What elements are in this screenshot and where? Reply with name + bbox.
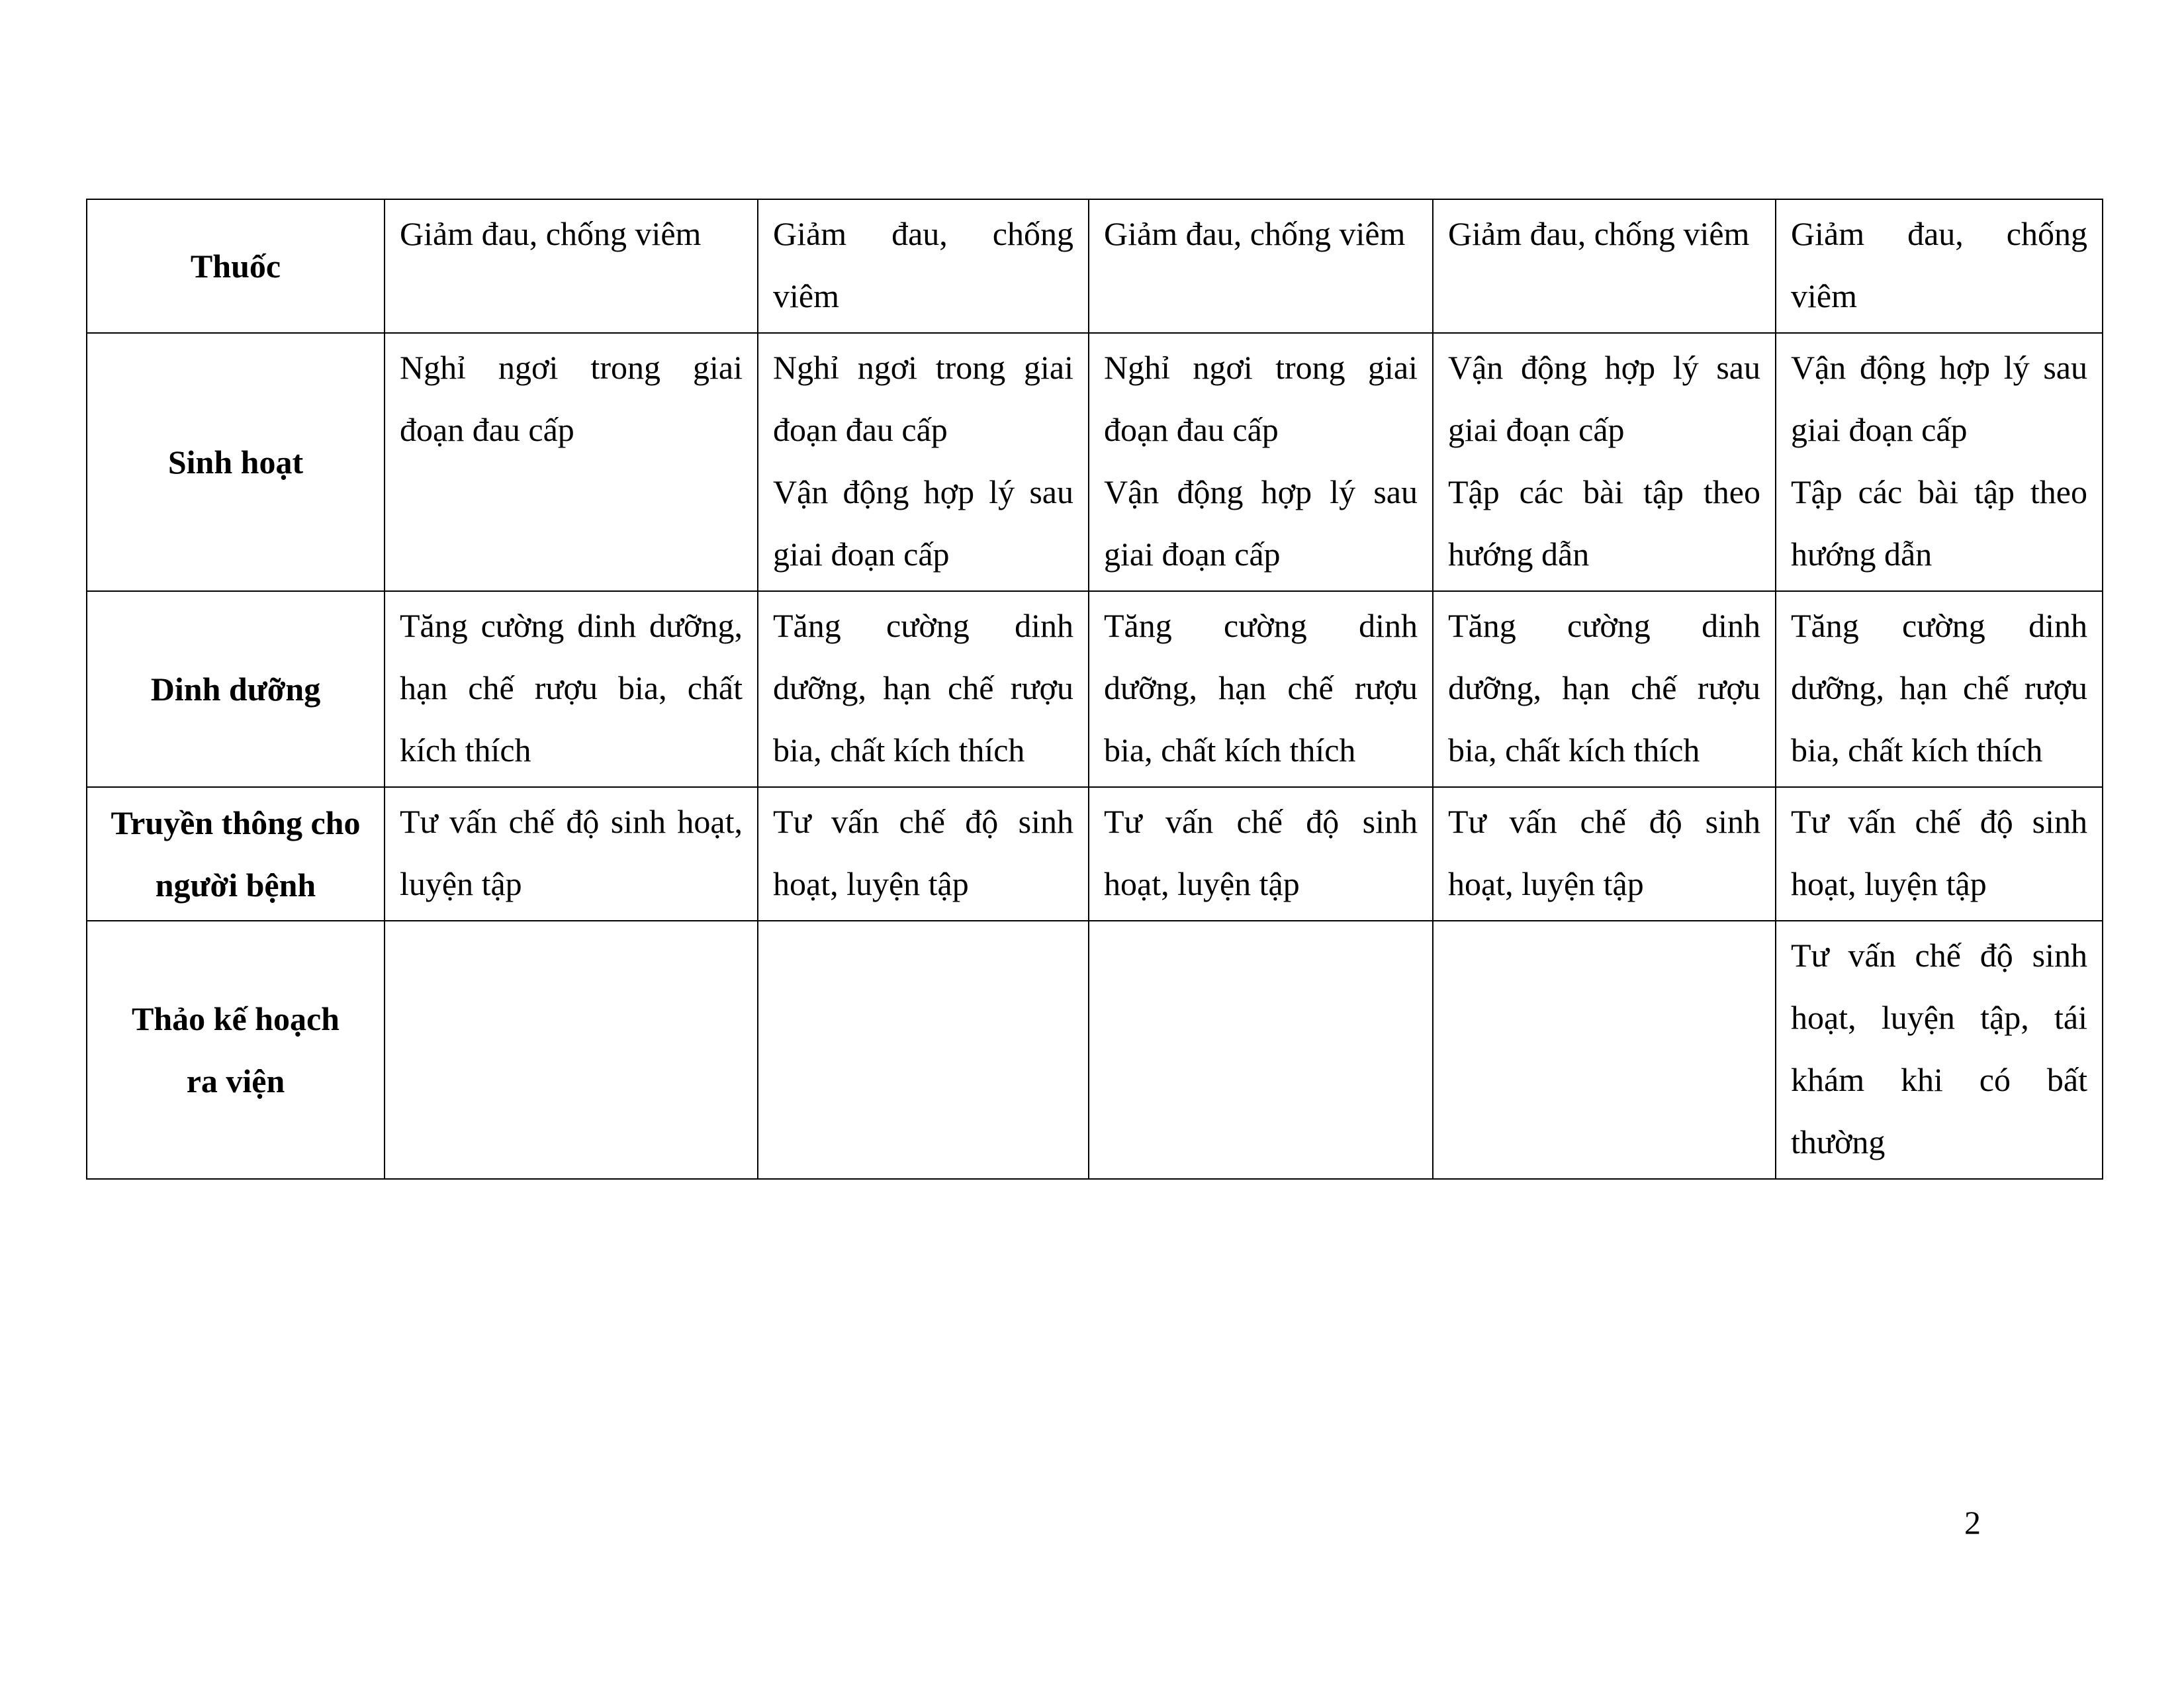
row-header: Dinh dưỡng <box>87 591 385 787</box>
cell-text: Tăng cường dinh dưỡng, hạn chế rượu bia, chất kích thích <box>400 607 743 769</box>
table-cell-empty <box>1089 921 1433 1179</box>
table-cell <box>1776 591 2103 787</box>
table-cell <box>1776 199 2103 333</box>
table-cell <box>1089 591 1433 787</box>
table-row-sinh-hoat <box>87 333 2103 591</box>
table-cell <box>758 333 1089 591</box>
cell-text: Nghỉ ngơi trong giai đoạn đau cấp <box>773 349 1073 448</box>
table-cell <box>1776 787 2103 921</box>
table-cell <box>1433 591 1776 787</box>
cell-text: Tập các bài tập theo hướng dẫn <box>1791 473 2087 573</box>
table-cell <box>1776 333 2103 591</box>
cell-text: Nghỉ ngơi trong giai đoạn đau cấp <box>400 349 743 448</box>
table-cell <box>1433 333 1776 591</box>
row-header: Sinh hoạt <box>87 333 385 591</box>
cell-text: Tăng cường dinh dưỡng, hạn chế rượu bia, chất kích thích <box>1104 607 1418 769</box>
table-row-truyen-thong <box>87 787 2103 921</box>
cell-text: Giảm đau, chống viêm <box>1791 215 2087 314</box>
cell-text: Tư vấn chế độ sinh hoạt, luyện tập, tái khám khi có bất thường <box>1791 937 2087 1160</box>
care-plan-table <box>86 199 2103 1180</box>
cell-text: Tư vấn chế độ sinh hoạt, luyện tập <box>1791 803 2087 902</box>
table-cell <box>758 787 1089 921</box>
table-cell <box>1089 333 1433 591</box>
cell-text: Vận động hợp lý sau giai đoạn cấp <box>1104 473 1418 573</box>
table-cell <box>1433 199 1776 333</box>
cell-text: Tư vấn chế độ sinh hoạt, luyện tập <box>1104 803 1418 902</box>
table-cell-empty <box>385 921 758 1179</box>
table-row-ke-hoach-ra-vien <box>87 921 2103 1179</box>
cell-text: Tư vấn chế độ sinh hoạt, luyện tập <box>400 803 743 902</box>
table-cell <box>385 199 758 333</box>
cell-text: Vận động hợp lý sau giai đoạn cấp <box>773 473 1073 573</box>
table-cell <box>385 787 758 921</box>
cell-text: Vận động hợp lý sau giai đoạn cấp <box>1448 349 1760 448</box>
cell-text: Giảm đau, chống viêm <box>773 215 1073 314</box>
table-cell <box>758 591 1089 787</box>
cell-text: Giảm đau, chống viêm <box>400 215 702 252</box>
table-cell <box>1089 199 1433 333</box>
row-header: Thuốc <box>87 199 385 333</box>
table-cell <box>1776 921 2103 1179</box>
cell-text: Tăng cường dinh dưỡng, hạn chế rượu bia, chất kích thích <box>773 607 1073 769</box>
table-cell <box>385 591 758 787</box>
cell-text: Tư vấn chế độ sinh hoạt, luyện tập <box>1448 803 1760 902</box>
cell-text: Giảm đau, chống viêm <box>1448 215 1750 252</box>
table-cell <box>385 333 758 591</box>
table-cell <box>758 199 1089 333</box>
page-number: 2 <box>1964 1504 1981 1541</box>
cell-text: Tư vấn chế độ sinh hoạt, luyện tập <box>773 803 1073 902</box>
row-header: Thảo kế hoạch ra viện <box>87 921 385 1179</box>
cell-text: Giảm đau, chống viêm <box>1104 215 1406 252</box>
table-cell <box>1433 787 1776 921</box>
table-row-thuoc <box>87 199 2103 333</box>
table-cell <box>1089 787 1433 921</box>
table-row-dinh-duong <box>87 591 2103 787</box>
table-cell-empty <box>1433 921 1776 1179</box>
cell-text: Vận động hợp lý sau giai đoạn cấp <box>1791 349 2087 448</box>
cell-text: Tăng cường dinh dưỡng, hạn chế rượu bia, chất kích thích <box>1791 607 2087 769</box>
row-header: Truyền thông cho người bệnh <box>87 787 385 921</box>
cell-text: Tăng cường dinh dưỡng, hạn chế rượu bia, chất kích thích <box>1448 607 1760 769</box>
cell-text: Nghỉ ngơi trong giai đoạn đau cấp <box>1104 349 1418 448</box>
table-cell-empty <box>758 921 1089 1179</box>
cell-text: Tập các bài tập theo hướng dẫn <box>1448 473 1760 573</box>
